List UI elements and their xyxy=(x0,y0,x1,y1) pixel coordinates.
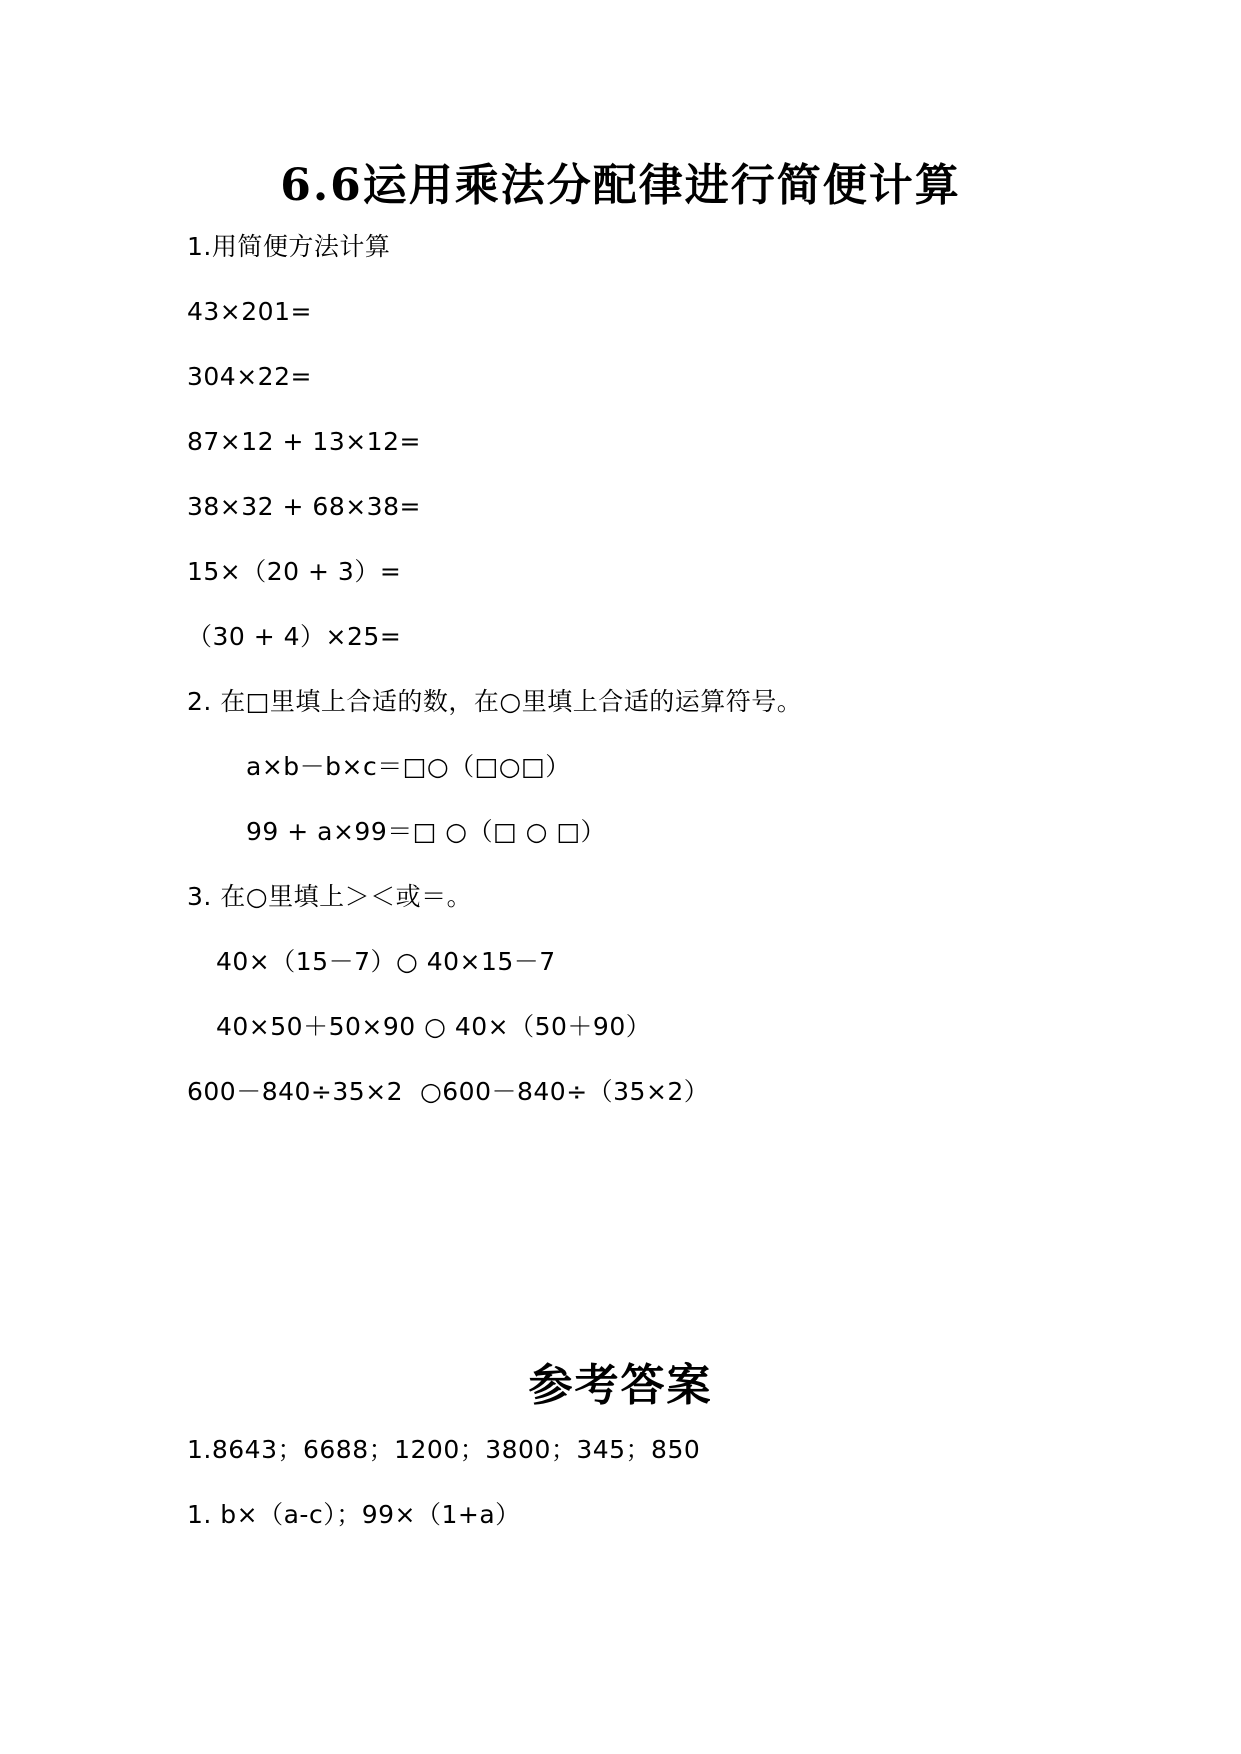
q3-item-3: 600－840÷35×2 ○600－840÷（35×2） xyxy=(187,1077,710,1106)
q1-item-6: （30 + 4）×25= xyxy=(187,622,402,651)
answer-2: 1. b×（a-c）；99×（1+a） xyxy=(187,1500,521,1529)
q2-item-2: 99 + a×99＝□ ○（□ ○ □） xyxy=(246,817,607,846)
q3-item-1: 40×（15－7）○ 40×15－7 xyxy=(216,947,556,976)
q2-item-1: a×b－b×c＝□○（□○□） xyxy=(246,752,571,781)
q1-item-3: 87×12 + 13×12= xyxy=(187,427,421,456)
q2-heading: 2. 在□里填上合适的数，在○里填上合适的运算符号。 xyxy=(187,687,803,716)
q1-item-4: 38×32 + 68×38= xyxy=(187,492,421,521)
page-title: 6.6运用乘法分配律进行简便计算 xyxy=(280,160,961,211)
q1-item-1: 43×201= xyxy=(187,297,312,326)
answers-title: 参考答案 xyxy=(528,1360,713,1411)
q1-heading: 1.用简便方法计算 xyxy=(187,232,391,261)
answer-1: 1.8643；6688；1200；3800；345；850 xyxy=(187,1435,701,1464)
q1-item-5: 15×（20 + 3）= xyxy=(187,557,402,586)
q1-item-2: 304×22= xyxy=(187,362,312,391)
q3-item-2: 40×50＋50×90 ○ 40×（50＋90） xyxy=(216,1012,652,1041)
q3-heading: 3. 在○里填上＞＜或＝。 xyxy=(187,882,473,911)
